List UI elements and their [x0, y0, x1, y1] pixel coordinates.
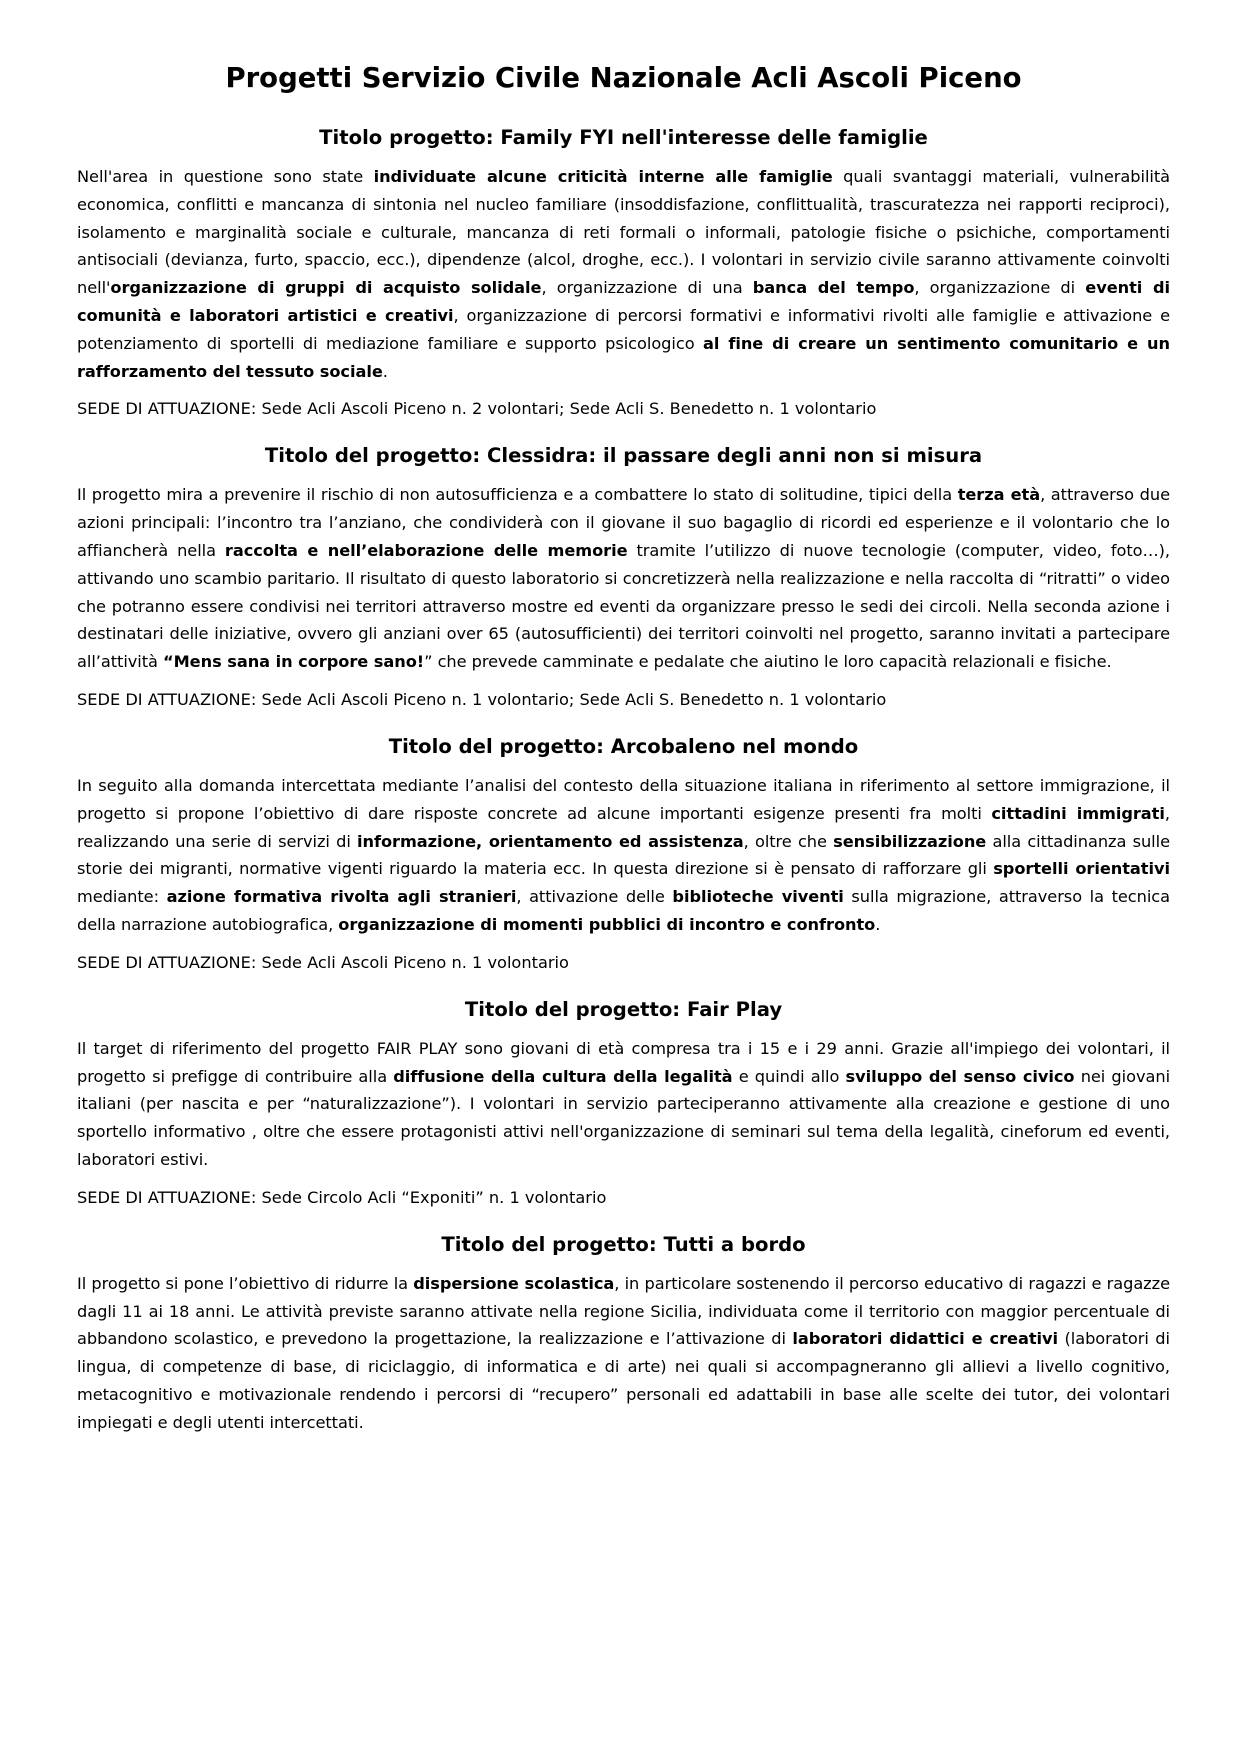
section-body	[77, 163, 1170, 385]
document-page	[77, 62, 1170, 1447]
section-title: Titolo del progetto: Tutti a bordo	[441, 1232, 806, 1256]
text-run: alla cittadinanza sulle storie dei migranti, normative vigenti riguardo la materia ecc. In questa direzione si è pensato di rafforzare gli	[77, 831, 1170, 879]
text-run: , attraverso due azioni principali: l’incontro tra l’anziano, che condividerà con il giovane il suo bagaglio di ricordi ed esperienze e il volontario che lo affiancherà nella	[77, 485, 1170, 560]
sede-di-attuazione: SEDE DI ATTUAZIONE: Sede Acli Ascoli Piceno n. 2 volontari; Sede Acli S. Benedetto n. 1 volontario	[77, 399, 877, 419]
project-section-arcobaleno	[77, 734, 1170, 976]
text-run: e quindi allo	[732, 1066, 846, 1086]
text-run: sulla migrazione, attraverso la tecnica della narrazione autobiografica,	[77, 887, 1171, 934]
project-section-tutti-a-bordo	[77, 1232, 1170, 1437]
section-title: Titolo progetto: Family FYI nell'interesse delle famiglie	[319, 126, 928, 149]
bold-text-run: organizzazione di gruppi di acquisto solidale	[110, 278, 542, 298]
text-run: Il progetto si pone l’obiettivo di ridurre la	[77, 1273, 414, 1293]
bold-text-run: dispersione scolastica	[413, 1273, 615, 1293]
text-run: , realizzando una serie di servizi di	[77, 803, 1170, 851]
section-title: Titolo del progetto: Arcobaleno nel mondo	[388, 734, 859, 758]
bold-text-run: biblioteche viventi	[672, 887, 844, 907]
project-section-family-fyi	[77, 125, 1170, 422]
text-run: nei giovani italiani (per nascita e per “naturalizzazione”). I volontari in servizio parteciperanno attivamente alla creazione e gestione di uno sportello informativo , oltre che essere protagonisti attivi nell'organizzazione di seminari sul tema della legalità, cineforum ed eventi, laboratori estivi.	[77, 1066, 1171, 1169]
bold-text-run: “Mens sana in corpore sano!	[163, 652, 425, 672]
section-body	[77, 1270, 1170, 1437]
text-run: , organizzazione di percorsi formativi e informativi rivolti alle famiglie e attivazione e potenziamento di sportelli di mediazione familiare e supporto psicologico	[77, 305, 1171, 353]
sede-di-attuazione: SEDE DI ATTUAZIONE: Sede Circolo Acli “Exponiti” n. 1 volontario	[77, 1187, 607, 1207]
bold-text-run: sviluppo del senso civico	[845, 1066, 1075, 1086]
text-run: Il progetto mira a prevenire il rischio di non autosufficienza e a combattere lo stato di solitudine, tipici della	[77, 485, 958, 505]
document-title: Progetti Servizio Civile Nazionale Acli Ascoli Piceno	[225, 62, 1022, 94]
text-run: , organizzazione di	[914, 278, 1086, 298]
bold-text-run: sportelli orientativi	[993, 859, 1170, 879]
bold-text-run: eventi di comunità e laboratori artistici e creativi	[77, 278, 1170, 325]
text-run: , organizzazione di una	[541, 278, 753, 298]
section-body	[77, 1035, 1170, 1174]
text-run: Nell'area in questione sono state	[77, 167, 374, 186]
text-run: , in particolare sostenendo il percorso educativo di ragazzi e ragazze dagli 11 ai 18 anni. Le attività previste saranno attivate nella regione Sicilia, individuata come il territorio con maggior percentuale di abbandono scolastico, e prevedono la progettazione, la realizzazione e l’attivazione di	[77, 1273, 1170, 1349]
text-run: .	[382, 361, 388, 381]
section-body	[77, 481, 1170, 676]
project-section-fair-play	[77, 997, 1170, 1211]
text-run: , oltre che	[743, 831, 834, 851]
text-run: tramite l’utilizzo di nuove tecnologie (computer, video, foto…), attivando uno scambio paritario. Il risultato di questo laboratorio si concretizzerà nella realizzazione e nella raccolta di “ritratti” o video che potranno essere condivisi nei territori attraverso mostre ed eventi da organizzare presso le sedi dei circoli. Nella seconda azione i destinatari delle iniziative, ovvero gli anziani over 65 (autosufficienti) dei territori coinvolti nel progetto, saranno invitati a partecipare all’attività	[77, 540, 1170, 672]
bold-text-run: al fine di creare un sentimento comunitario e un rafforzamento del tessuto sociale	[77, 333, 1170, 381]
text-run: ” che prevede camminate e pedalate che aiutino le loro capacità relazionali e fisiche.	[424, 652, 1112, 672]
text-run: .	[875, 914, 881, 934]
bold-text-run: organizzazione di momenti pubblici di incontro e confronto	[338, 914, 876, 934]
text-run: In seguito alla domanda intercettata mediante l’analisi del contesto della situazione italiana in riferimento al settore immigrazione, il progetto si propone l’obiettivo di dare risposte concrete ad alcune importanti esigenze presenti fra molti	[77, 775, 1170, 823]
bold-text-run: sensibilizzazione	[833, 831, 987, 851]
text-run: (laboratori di lingua, di competenze di base, di riciclaggio, di informatica e di arte) nei quali si accompagneranno gli allievi a livello cognitivo, metacognitivo e motivazionale rendendo i percorsi di “recupero” personali ed adattabili in base alle scelte dei tutor, dei volontari impiegati e degli utenti intercettati.	[77, 1329, 1170, 1432]
bold-text-run: individuate alcune criticità interne alle famiglie	[373, 167, 833, 186]
bold-text-run: informazione, orientamento ed assistenza	[357, 831, 744, 851]
section-title: Titolo del progetto: Clessidra: il passare degli anni non si misura	[264, 444, 983, 468]
bold-text-run: cittadini immigrati	[991, 803, 1165, 823]
text-run: , attivazione delle	[516, 887, 673, 907]
text-run: mediante:	[77, 887, 167, 907]
section-body	[77, 772, 1170, 939]
bold-text-run: banca del tempo	[752, 278, 915, 298]
bold-text-run: azione formativa rivolta agli stranieri	[166, 887, 517, 907]
project-section-clessidra	[77, 443, 1170, 713]
bold-text-run: laboratori didattici e creativi	[792, 1329, 1059, 1349]
text-run: Il target di riferimento del progetto FAIR PLAY sono giovani di età compresa tra i 15 e i 29 anni. Grazie all'impiego dei volontari, il progetto si prefigge di contribuire alla	[77, 1038, 1170, 1086]
section-title: Titolo del progetto: Fair Play	[464, 997, 783, 1021]
text-run: quali svantaggi materiali, vulnerabilità economica, conflitti e mancanza di sintonia nel nucleo familiare (insoddisfazione, conflittualità, trascuratezza nei rapporti reciproci), isolamento e marginalità sociale e culturale, mancanza di reti formali o informali, patologie fisiche o psichiche, comportamenti antisociali (devianza, furto, spaccio, ecc.), dipendenze (alcol, droghe, ecc.). I volontari in servizio civile saranno attivamente coinvolti nell'	[77, 167, 1171, 298]
sede-di-attuazione: SEDE DI ATTUAZIONE: Sede Acli Ascoli Piceno n. 1 volontario; Sede Acli S. Benedetto n. 1 volontario	[77, 689, 887, 709]
bold-text-run: diffusione della cultura della legalità	[393, 1066, 733, 1086]
bold-text-run: raccolta e nell’elaborazione delle memorie	[224, 540, 628, 560]
bold-text-run: terza età	[957, 485, 1041, 505]
sede-di-attuazione: SEDE DI ATTUAZIONE: Sede Acli Ascoli Piceno n. 1 volontario	[77, 952, 569, 972]
